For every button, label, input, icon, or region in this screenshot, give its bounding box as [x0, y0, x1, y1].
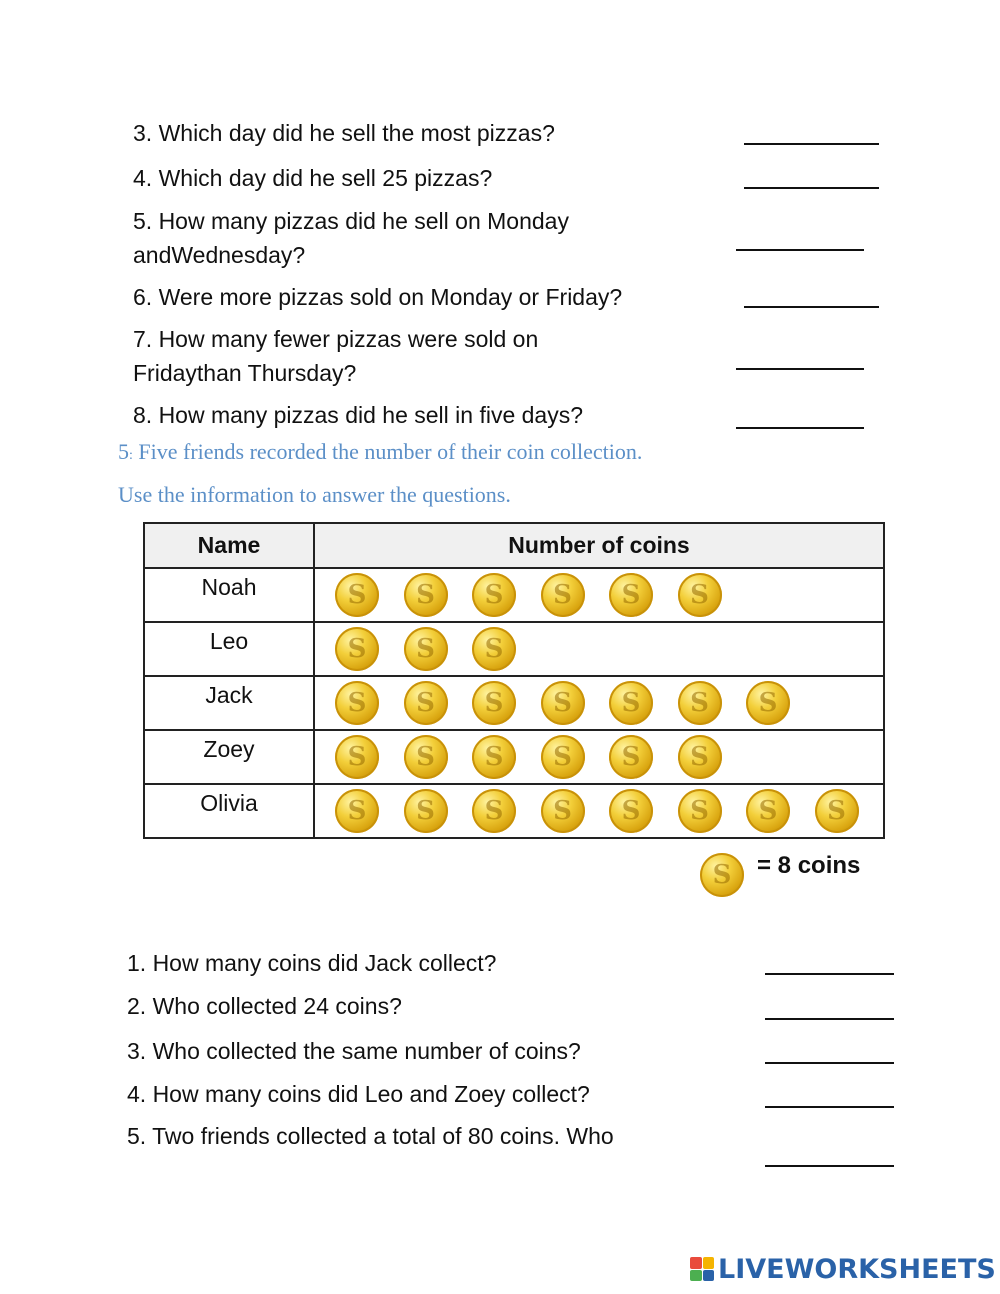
key-label: = 8 coins [757, 852, 861, 879]
coin-icon [541, 735, 585, 779]
pizza-question-7-line1: 7. How many fewer pizzas were sold on [133, 326, 539, 352]
coin-icon [472, 735, 516, 779]
answer-blank-coin-3[interactable] [765, 1062, 894, 1064]
coin-icon [472, 573, 516, 617]
liveworksheets-logo [690, 1254, 996, 1284]
header-name: Name [144, 523, 314, 568]
pizza-question-3: 3. Which day did he sell the most pizzas? [133, 120, 555, 146]
header-number-of-coins: Number of coins [314, 523, 884, 568]
answer-blank-pizza-8[interactable] [736, 427, 864, 429]
answer-blank-pizza-6[interactable] [744, 306, 879, 308]
coin-cell [314, 730, 884, 784]
pizza-question-8: 8. How many pizzas did he sell in five days? [133, 402, 583, 428]
coin-icon [678, 735, 722, 779]
table-row-leo [144, 622, 884, 676]
table-row-jack [144, 676, 884, 730]
answer-blank-coin-4[interactable] [765, 1106, 894, 1108]
coin-icon [815, 789, 859, 833]
coin-icon [472, 681, 516, 725]
row-name: Jack [144, 676, 314, 730]
pizza-question-5-line1: 5. How many pizzas did he sell on Monday [133, 208, 569, 234]
coin-icon [678, 573, 722, 617]
coin-icon [700, 853, 744, 897]
coin-icon [404, 573, 448, 617]
coin-question-4: 4. How many coins did Leo and Zoey collect? [127, 1081, 590, 1107]
coin-question-3: 3. Who collected the same number of coins? [127, 1038, 581, 1064]
coin-icon [609, 681, 653, 725]
coin-icon [678, 789, 722, 833]
coin-icon [404, 681, 448, 725]
coin-icon [746, 789, 790, 833]
coin-icon [609, 789, 653, 833]
coin-icon [404, 627, 448, 671]
coin-icon [472, 789, 516, 833]
section-intro-text: Five friends recorded the number of their coin collection. [138, 439, 643, 464]
coin-question-5: 5. Two friends collected a total of 80 coins. Who [127, 1123, 614, 1149]
coin-icon [609, 735, 653, 779]
coin-icon [746, 681, 790, 725]
coin-icon [335, 681, 379, 725]
answer-blank-coin-2[interactable] [765, 1018, 894, 1020]
pizza-question-7-line2: Fridaythan Thursday? [133, 360, 357, 386]
coin-icon [335, 789, 379, 833]
coin-icon [335, 627, 379, 671]
coin-icon [404, 735, 448, 779]
pizza-question-6: 6. Were more pizzas sold on Monday or Friday? [133, 284, 623, 310]
coin-icon [541, 789, 585, 833]
logo-icon [690, 1257, 714, 1281]
coin-question-2: 2. Who collected 24 coins? [127, 993, 402, 1019]
answer-blank-coin-5[interactable] [765, 1165, 894, 1167]
row-name: Leo [144, 622, 314, 676]
row-name: Zoey [144, 730, 314, 784]
coin-cell [314, 784, 884, 838]
answer-blank-coin-1[interactable] [765, 973, 894, 975]
coin-icon [541, 573, 585, 617]
pizza-question-4: 4. Which day did he sell 25 pizzas? [133, 165, 493, 191]
answer-blank-pizza-3[interactable] [744, 143, 879, 145]
section-intro-line1: 5: Five friends recorded the number of their coin collection. [118, 439, 643, 464]
coin-icon [678, 681, 722, 725]
coin-pictograph-table [143, 522, 885, 839]
coin-icon [335, 573, 379, 617]
coin-icon [609, 573, 653, 617]
coin-icon [472, 627, 516, 671]
section-intro-line2: Use the information to answer the questions. [118, 482, 511, 507]
coin-cell [314, 676, 884, 730]
row-name: Noah [144, 568, 314, 622]
coin-cell [314, 568, 884, 622]
row-name: Olivia [144, 784, 314, 838]
coin-question-1: 1. How many coins did Jack collect? [127, 950, 497, 976]
logo-text: LIVEWORKSHEETS [718, 1253, 996, 1285]
table-header-row [144, 523, 884, 568]
answer-blank-pizza-4[interactable] [744, 187, 879, 189]
coin-icon [335, 735, 379, 779]
coin-icon [404, 789, 448, 833]
table-row-olivia [144, 784, 884, 838]
answer-blank-pizza-5[interactable] [736, 249, 864, 251]
table-row-noah [144, 568, 884, 622]
pizza-question-5-line2: andWednesday? [133, 242, 306, 268]
coin-cell [314, 622, 884, 676]
answer-blank-pizza-7[interactable] [736, 368, 864, 370]
table-row-zoey [144, 730, 884, 784]
coin-icon [541, 681, 585, 725]
section-number: 5 [118, 439, 129, 464]
